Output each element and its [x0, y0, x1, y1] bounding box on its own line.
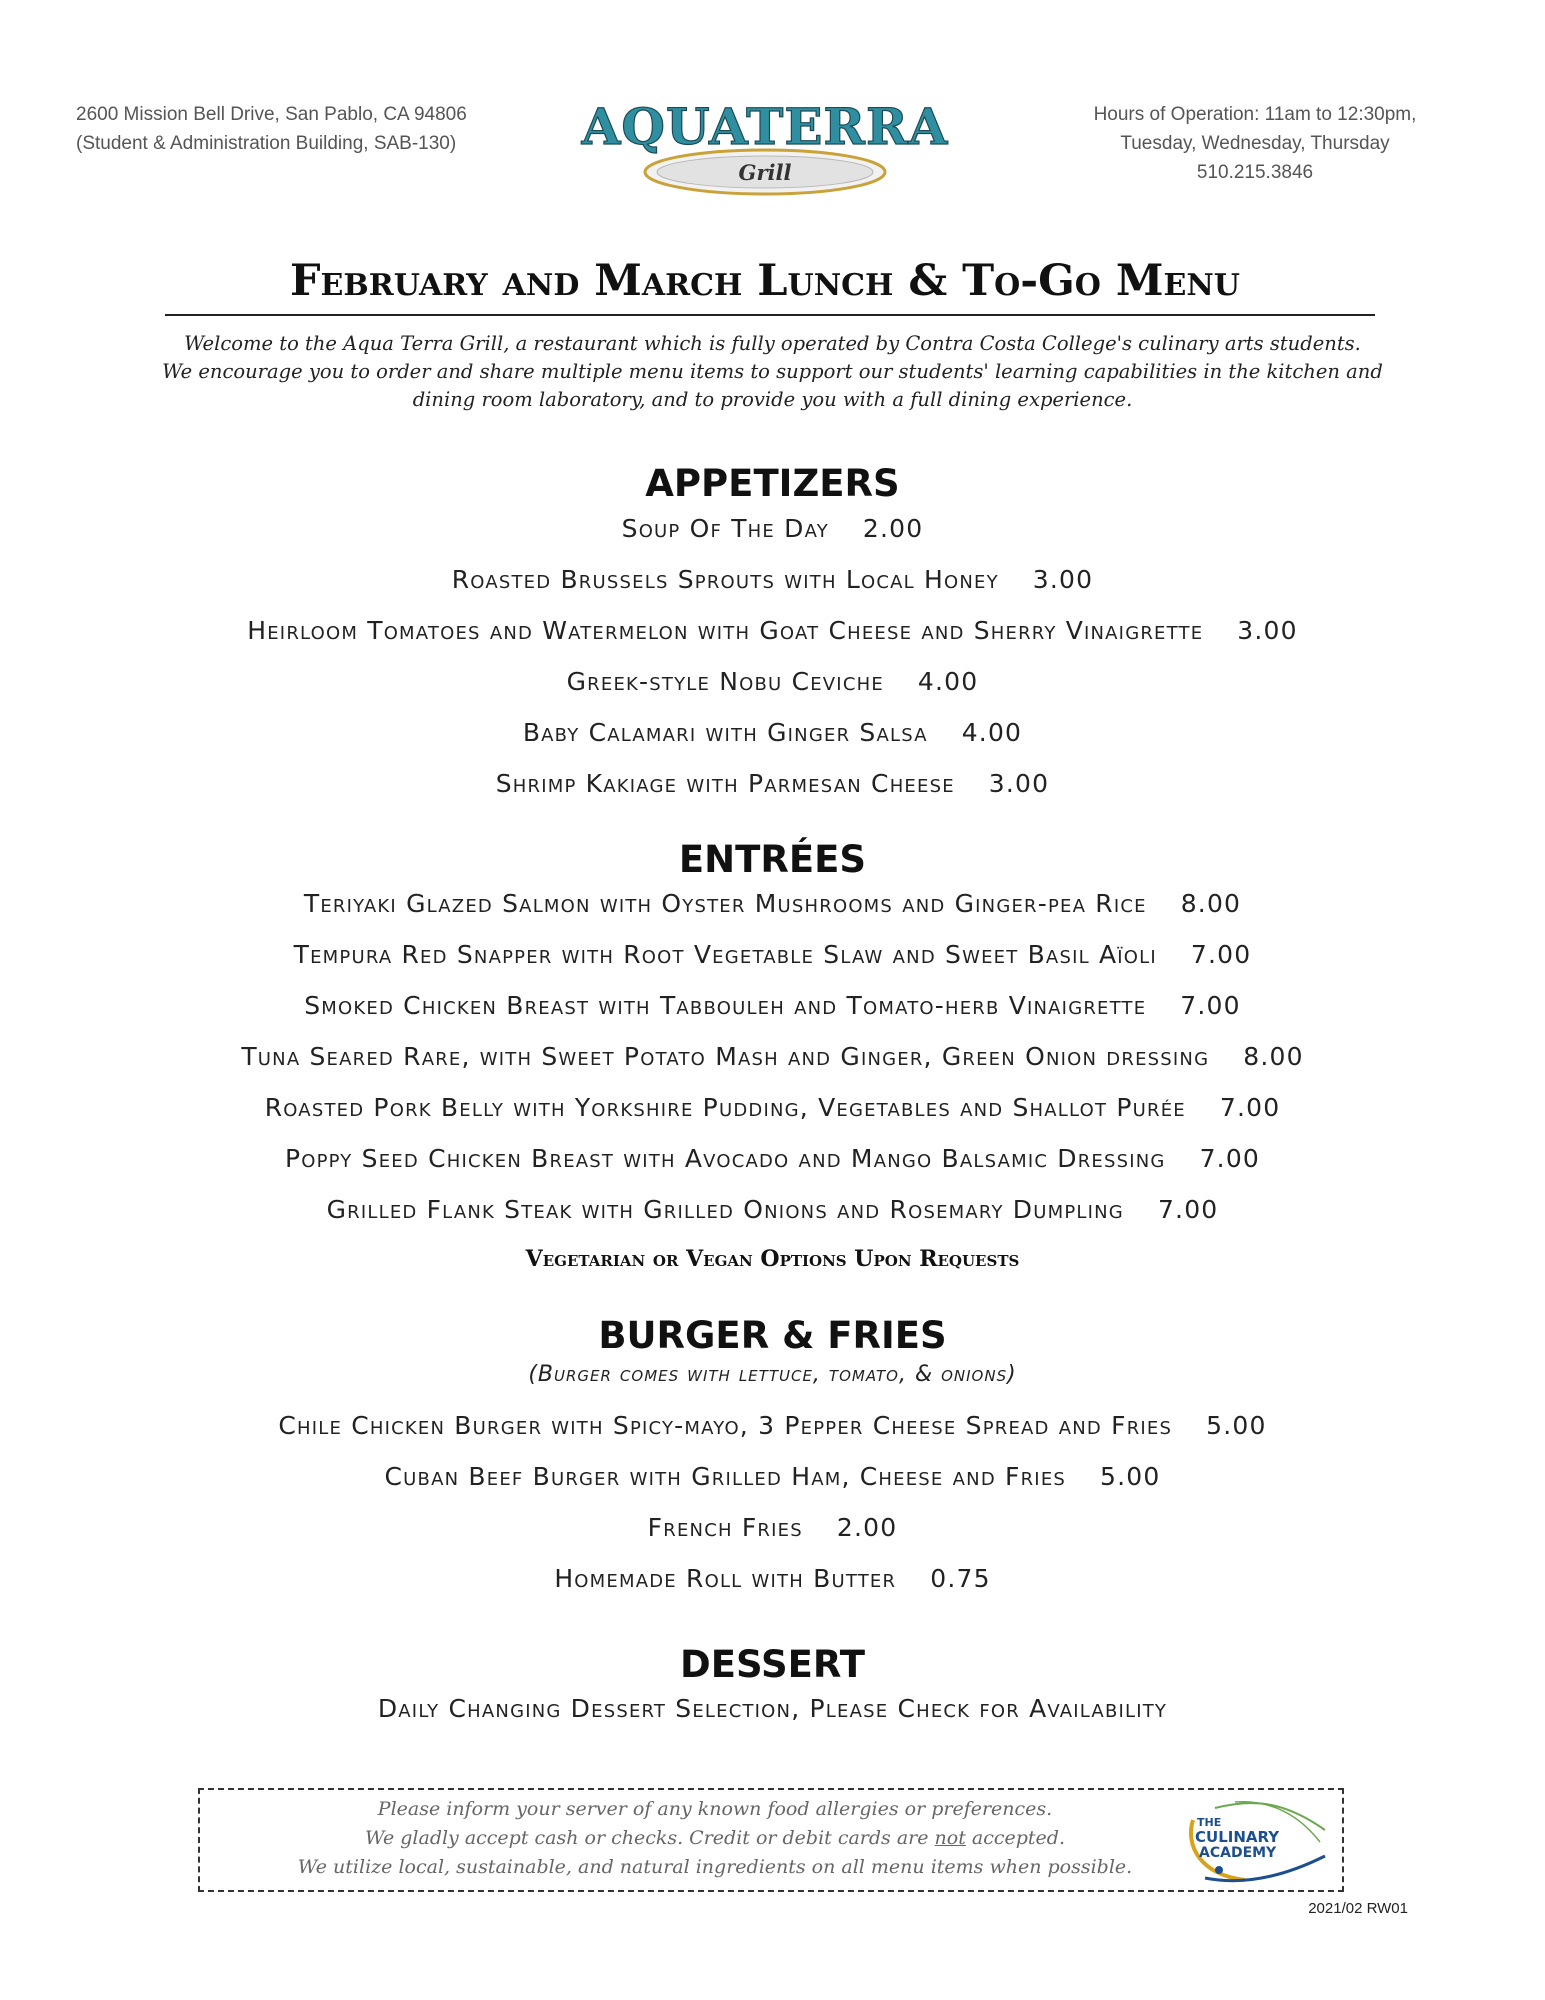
- menu-item: [0, 1564, 1545, 1593]
- item-price: 4.00: [917, 667, 979, 696]
- item-price: 4.00: [961, 718, 1023, 747]
- item-name: Heirloom Tomatoes and Watermelon with Goat Cheese and Sherry Vinaigrette: [247, 616, 1204, 645]
- dessert-heading: DESSERT: [680, 1643, 865, 1686]
- phone-number: 510.215.3846: [1196, 162, 1314, 183]
- entrees-heading: ENTRÉES: [678, 838, 867, 881]
- item-price: 3.00: [1237, 616, 1298, 645]
- menu-item: [0, 991, 1545, 1020]
- badge-the: THE: [1197, 1816, 1222, 1829]
- footer-notice: [280, 1795, 1150, 1882]
- badge-academy: ACADEMY: [1199, 1845, 1277, 1861]
- item-name: Poppy Seed Chicken Breast with Avocado and Mango Balsamic Dressing: [284, 1144, 1166, 1173]
- item-name: Homemade Roll with Butter: [554, 1564, 897, 1593]
- badge-culinary: CULINARY: [1195, 1828, 1280, 1846]
- item-name: Chile Chicken Burger with Spicy-mayo, 3 Pepper Cheese Spread and Fries: [278, 1411, 1173, 1440]
- not-underlined: not: [934, 1827, 966, 1849]
- item-name: Teriyaki Glazed Salmon with Oyster Mushrooms and Ginger-pea Rice: [303, 889, 1147, 918]
- badge-seal-icon: [1215, 1866, 1223, 1874]
- address-building: (Student & Administration Building, SAB-130): [76, 133, 457, 154]
- appetizers-heading: APPETIZERS: [645, 462, 900, 505]
- intro-line: Welcome to the Aqua Terra Grill, a restaurant which is fully operated by Contra Costa College's culinary arts students.: [184, 332, 1361, 355]
- item-name: Roasted Brussels Sprouts with Local Honey: [451, 565, 999, 594]
- menu-item: [0, 667, 1545, 696]
- aquaterra-grill-logo: [560, 92, 980, 202]
- menu-item: [0, 1093, 1545, 1122]
- intro-line: We encourage you to order and share multiple menu items to support our students' learning capabilities in the kitchen and: [162, 360, 1383, 383]
- item-price: 5.00: [1206, 1411, 1267, 1440]
- item-price: 7.00: [1190, 940, 1252, 969]
- intro-paragraph: [120, 330, 1425, 414]
- dessert-line: Daily Changing Dessert Selection, Please Check for Availability: [377, 1694, 1168, 1723]
- address-line: 2600 Mission Bell Drive, San Pablo, CA 94806: [76, 104, 467, 125]
- item-price: 8.00: [1243, 1042, 1304, 1071]
- item-price: 2.00: [862, 514, 924, 543]
- menu-item: [0, 514, 1545, 543]
- menu-item: [0, 1462, 1545, 1491]
- item-name: Cuban Beef Burger with Grilled Ham, Cheese and Fries: [384, 1462, 1067, 1491]
- item-name: Soup Of The Day: [621, 514, 829, 543]
- item-price: 5.00: [1100, 1462, 1161, 1491]
- intro-line: dining room laboratory, and to provide you with a full dining experience.: [412, 388, 1133, 411]
- item-name: Tempura Red Snapper with Root Vegetable Slaw and Sweet Basil Aïoli: [293, 940, 1157, 969]
- days-line: Tuesday, Wednesday, Thursday: [1120, 133, 1390, 154]
- hours-line: Hours of Operation: 11am to 12:30pm,: [1093, 104, 1417, 125]
- menu-item: [0, 1144, 1545, 1173]
- item-name: Smoked Chicken Breast with Tabbouleh and Tomato-herb Vinaigrette: [304, 991, 1147, 1020]
- burger-subnote: (Burger comes with lettuce, tomato, & onions): [528, 1362, 1017, 1387]
- item-price: 0.75: [930, 1564, 991, 1593]
- ingredients-notice: We utilize local, sustainable, and natural ingredients on all menu items when possible.: [297, 1856, 1133, 1878]
- menu-item: [0, 565, 1545, 594]
- title-divider: [165, 314, 1375, 316]
- menu-item: [0, 1411, 1545, 1440]
- item-price: 3.00: [988, 769, 1050, 798]
- item-price: 8.00: [1180, 889, 1242, 918]
- burgers-heading: BURGER & FRIES: [598, 1314, 947, 1357]
- menu-item: [0, 1195, 1545, 1224]
- item-price: 7.00: [1199, 1144, 1261, 1173]
- logo-grill-text: Grill: [738, 160, 792, 185]
- item-price: 7.00: [1157, 1195, 1219, 1224]
- item-name: French Fries: [647, 1513, 803, 1542]
- item-price: 3.00: [1032, 565, 1094, 594]
- menu-item: [0, 616, 1545, 645]
- item-price: 2.00: [836, 1513, 898, 1542]
- payment-notice: We gladly accept cash or checks. Credit or debit cards are not accepted.: [364, 1827, 1065, 1849]
- hours-of-operation: [1065, 100, 1445, 187]
- document-id: 2021/02 RW01: [1308, 1900, 1408, 1917]
- item-name: Grilled Flank Steak with Grilled Onions and Rosemary Dumpling: [326, 1195, 1124, 1224]
- menu-title: February and March Lunch & To-Go Menu: [290, 256, 1240, 306]
- menu-item: [0, 1042, 1545, 1071]
- item-name: Shrimp Kakiage with Parmesan Cheese: [495, 769, 955, 798]
- menu-item: [0, 889, 1545, 918]
- allergy-notice: Please inform your server of any known food allergies or preferences.: [377, 1798, 1053, 1820]
- item-name: Greek-style Nobu Ceviche: [566, 667, 884, 696]
- logo-wordmark: AQUATERRA: [581, 97, 949, 156]
- menu-item: [0, 769, 1545, 798]
- culinary-academy-logo: [1175, 1790, 1335, 1888]
- menu-item: [0, 718, 1545, 747]
- item-name: Tuna Seared Rare, with Sweet Potato Mash and Ginger, Green Onion dressing: [241, 1042, 1210, 1071]
- item-name: Baby Calamari with Ginger Salsa: [522, 718, 928, 747]
- item-price: 7.00: [1180, 991, 1241, 1020]
- menu-item: [0, 940, 1545, 969]
- menu-item: [0, 1513, 1545, 1542]
- item-name: Roasted Pork Belly with Yorkshire Pudding, Vegetables and Shallot Purée: [264, 1093, 1186, 1122]
- item-price: 7.00: [1219, 1093, 1281, 1122]
- vegetarian-note: Vegetarian or Vegan Options Upon Requests: [525, 1246, 1020, 1272]
- restaurant-address: [76, 100, 516, 158]
